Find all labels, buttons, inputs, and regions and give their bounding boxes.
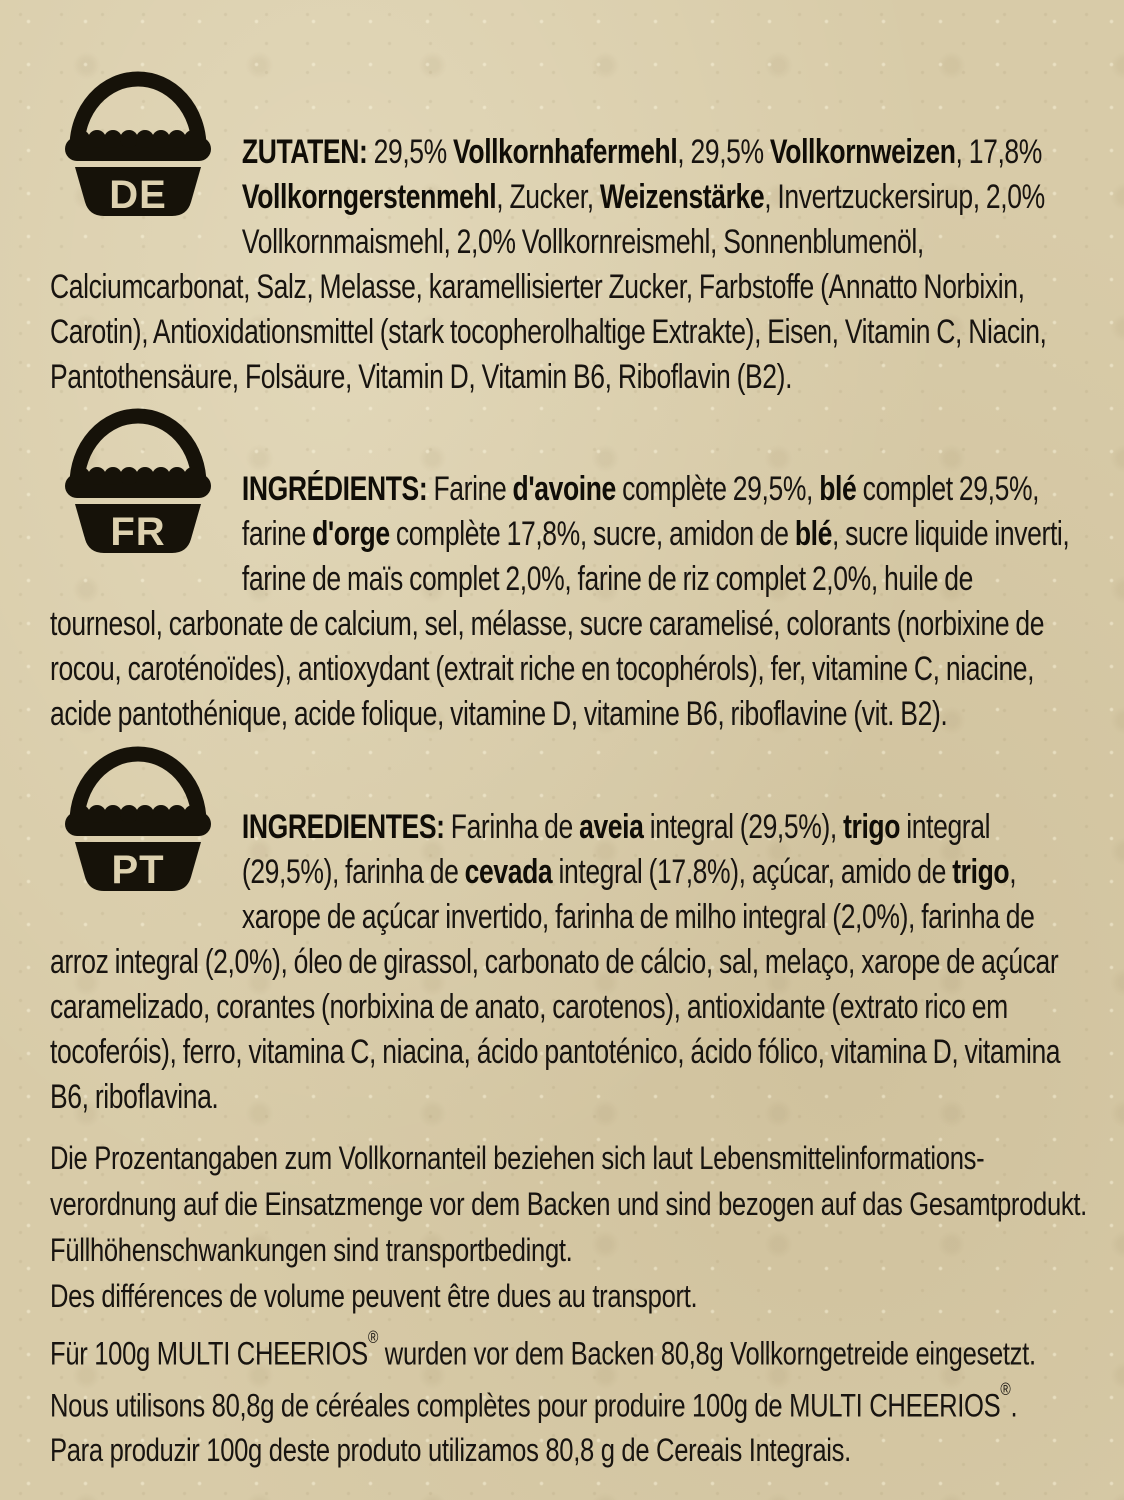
language-code: DE	[109, 173, 167, 217]
ingredients-section-de	[50, 130, 1074, 400]
language-code: FR	[110, 510, 166, 554]
icon-spacer	[50, 130, 242, 221]
wholegrain-usage-notes: Für 100g MULTI CHEERIOS® wurden vor dem Backen 80,8g Vollkorngetreide eingesetzt. Nous utilisons 80,8g de céréales complètes pour produire 100g de MULTI CHEERIOS®. Para produzir 100g deste produto utilizamos 80,8 g de Cereais Integrais.	[50, 1327, 1036, 1469]
ingredients-text-pt: INGREDIENTES: Farinha de aveia integral (29,5%), trigo integral (29,5%), farinha de cevada integral (17,8%), açúcar, amido de trigo, xarope de açúcar invertido, farinha de milho integral (2,0%), farinha de arroz integral (2,0%), óleo de girassol, carbonato de cálcio, sal, melaço, xarope de açúcar caramelizado, corantes (norbixina de anato, carotenos), antioxidante (extrato rico em tocoferóis), ferro, vitamina C, niacina, ácido pantoténico, ácido fólico, vitamina D, vitamina B6, riboflavina.	[50, 805, 1074, 1075]
icon-spacer	[50, 467, 242, 558]
ingredients-section-fr	[50, 467, 1074, 737]
language-code: PT	[111, 848, 165, 892]
icon-spacer	[50, 805, 242, 896]
ingredients-section-pt	[50, 805, 1074, 1116]
disclaimer-notes: Die Prozentangaben zum Vollkornanteil beziehen sich laut Lebensmittelinformations- verordnung auf die Einsatzmenge vor dem Backen und sind bezogen auf das Gesamtprodukt. Füllhöhenschwankungen sind transportbedingt. Des différences de volume peuvent être dues au transport.	[50, 1140, 1087, 1314]
ingredients-text-de: ZUTATEN: 29,5% Vollkornhafermehl, 29,5% Vollkornweizen, 17,8% Vollkorngerstenmehl, Zucker, Weizenstärke, Invertzuckersirup, 2,0% Vollkornmaismehl, 2,0% Vollkornreismehl, Sonnenblumenöl, Calciumcarbonat, Salz, Melasse, karamellisierter Zucker, Farbstoffe (Annatto Norbixin, Carotin), Antioxidationsmittel (stark tocopherolhaltige Extrakte), Eisen, Vitamin C, Niacin, Pantothensäure, Folsäure, Vitamin D, Vitamin B6, Riboflavin (B2).	[50, 130, 1074, 400]
ingredients-text-fr: INGRÉDIENTS: Farine d'avoine complète 29,5%, blé complet 29,5%, farine d'orge complète 17,8%, sucre, amidon de blé, sucre liquide inverti, farine de maïs complet 2,0%, farine de riz complet 2,0%, huile de tournesol, carbonate de calcium, sel, mélasse, sucre caramelisé, colorants (norbixine de rocou, caroténoïdes), antioxydant (extrait riche en tocophérols), fer, vitamine C, niacine, acide pantothénique, acide folique, vitamine D, vitamine B6, riboflavine (vit. B2).	[50, 467, 1074, 737]
